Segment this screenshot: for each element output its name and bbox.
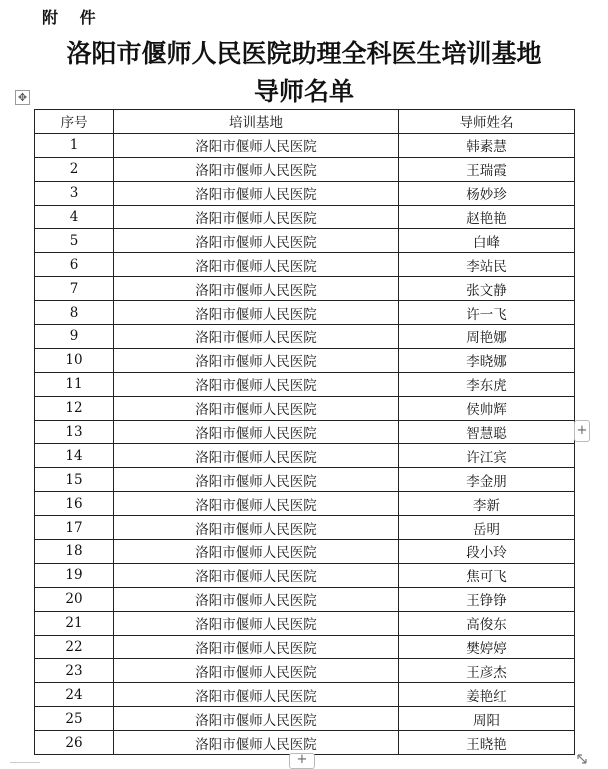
table-row (35, 659, 575, 683)
table-row (35, 420, 575, 444)
cell-tutor: 侯帅辉 (399, 396, 575, 420)
cell-index: 11 (35, 372, 114, 396)
cell-index: 19 (35, 563, 114, 587)
table-row (35, 157, 575, 181)
table-row (35, 540, 575, 564)
cell-index: 8 (35, 301, 114, 325)
table-row (35, 325, 575, 349)
cell-tutor: 许江宾 (399, 444, 575, 468)
cell-tutor: 岳明 (399, 516, 575, 540)
table-row (35, 587, 575, 611)
table-row (35, 444, 575, 468)
table-header-row (35, 110, 575, 134)
cell-base: 洛阳市偃师人民医院 (114, 707, 399, 731)
cell-index: 7 (35, 277, 114, 301)
cell-base: 洛阳市偃师人民医院 (114, 253, 399, 277)
cell-tutor: 王晓艳 (399, 731, 575, 755)
cell-index: 16 (35, 492, 114, 516)
cell-index: 1 (35, 133, 114, 157)
add-column-plus-icon[interactable]: + (574, 420, 590, 442)
cell-tutor: 李新 (399, 492, 575, 516)
table-row (35, 731, 575, 755)
header-index: 序号 (35, 110, 114, 134)
tutor-table (34, 109, 575, 755)
cell-base: 洛阳市偃师人民医院 (114, 444, 399, 468)
cell-index: 13 (35, 420, 114, 444)
table-row (35, 348, 575, 372)
cell-index: 25 (35, 707, 114, 731)
table-row (35, 229, 575, 253)
cell-base: 洛阳市偃师人民医院 (114, 229, 399, 253)
cell-base: 洛阳市偃师人民医院 (114, 492, 399, 516)
table-row (35, 133, 575, 157)
cell-tutor: 王彦杰 (399, 659, 575, 683)
header-base: 培训基地 (114, 110, 399, 134)
cell-tutor: 赵艳艳 (399, 205, 575, 229)
cell-tutor: 李金朋 (399, 468, 575, 492)
table-row (35, 372, 575, 396)
cell-base: 洛阳市偃师人民医院 (114, 181, 399, 205)
table-row (35, 205, 575, 229)
cell-tutor: 高俊东 (399, 611, 575, 635)
cell-base: 洛阳市偃师人民医院 (114, 420, 399, 444)
cell-base: 洛阳市偃师人民医院 (114, 731, 399, 755)
cell-index: 18 (35, 540, 114, 564)
attachment-label: 附 件 (42, 8, 104, 27)
cell-tutor: 姜艳红 (399, 683, 575, 707)
table-row (35, 468, 575, 492)
cell-base: 洛阳市偃师人民医院 (114, 587, 399, 611)
table-row (35, 253, 575, 277)
cell-base: 洛阳市偃师人民医院 (114, 205, 399, 229)
cell-base: 洛阳市偃师人民医院 (114, 563, 399, 587)
cell-base: 洛阳市偃师人民医院 (114, 157, 399, 181)
cell-tutor: 周阳 (399, 707, 575, 731)
cell-base: 洛阳市偃师人民医院 (114, 516, 399, 540)
cell-base: 洛阳市偃师人民医院 (114, 468, 399, 492)
cell-index: 10 (35, 348, 114, 372)
cell-index: 5 (35, 229, 114, 253)
cell-index: 3 (35, 181, 114, 205)
add-row-plus-icon[interactable]: + (289, 753, 315, 769)
table-body (35, 133, 575, 754)
cell-tutor: 李站民 (399, 253, 575, 277)
cell-index: 26 (35, 731, 114, 755)
table-row (35, 396, 575, 420)
cell-base: 洛阳市偃师人民医院 (114, 540, 399, 564)
cell-index: 12 (35, 396, 114, 420)
table-row (35, 683, 575, 707)
cell-base: 洛阳市偃师人民医院 (114, 133, 399, 157)
cell-tutor: 焦可飞 (399, 563, 575, 587)
cell-index: 9 (35, 325, 114, 349)
cell-tutor: 周艳娜 (399, 325, 575, 349)
document-title-line2: 导师名单 (253, 77, 354, 106)
cell-index: 21 (35, 611, 114, 635)
cell-base: 洛阳市偃师人民医院 (114, 325, 399, 349)
cell-base: 洛阳市偃师人民医院 (114, 396, 399, 420)
cell-tutor: 李晓娜 (399, 348, 575, 372)
cell-tutor: 韩素慧 (399, 133, 575, 157)
table-row (35, 277, 575, 301)
cell-base: 洛阳市偃师人民医院 (114, 683, 399, 707)
cell-index: 23 (35, 659, 114, 683)
cell-tutor: 王铮铮 (399, 587, 575, 611)
cell-tutor: 王瑞霞 (399, 157, 575, 181)
cell-index: 20 (35, 587, 114, 611)
cell-index: 24 (35, 683, 114, 707)
table-resize-icon[interactable] (575, 752, 589, 766)
cell-base: 洛阳市偃师人民医院 (114, 348, 399, 372)
cell-index: 15 (35, 468, 114, 492)
cell-base: 洛阳市偃师人民医院 (114, 372, 399, 396)
cell-base: 洛阳市偃师人民医院 (114, 277, 399, 301)
cell-tutor: 杨妙珍 (399, 181, 575, 205)
table-row (35, 516, 575, 540)
cell-base: 洛阳市偃师人民医院 (114, 659, 399, 683)
cell-base: 洛阳市偃师人民医院 (114, 635, 399, 659)
table-row (35, 301, 575, 325)
cell-tutor: 白峰 (399, 229, 575, 253)
cell-index: 22 (35, 635, 114, 659)
table-row (35, 181, 575, 205)
cell-tutor: 李东虎 (399, 372, 575, 396)
cell-base: 洛阳市偃师人民医院 (114, 611, 399, 635)
cell-tutor: 樊婷婷 (399, 635, 575, 659)
bottom-edge (10, 762, 40, 767)
cell-index: 2 (35, 157, 114, 181)
document-title-line1: 洛阳市偃师人民医院助理全科医生培训基地 (66, 39, 542, 68)
cell-index: 14 (35, 444, 114, 468)
cell-index: 4 (35, 205, 114, 229)
table-row (35, 635, 575, 659)
cell-index: 17 (35, 516, 114, 540)
table-row (35, 707, 575, 731)
cell-tutor: 智慧聪 (399, 420, 575, 444)
table-row (35, 611, 575, 635)
table-row (35, 563, 575, 587)
cell-tutor: 张文静 (399, 277, 575, 301)
cell-index: 6 (35, 253, 114, 277)
table-row (35, 492, 575, 516)
cell-base: 洛阳市偃师人民医院 (114, 301, 399, 325)
table-move-icon[interactable]: ✥ (15, 90, 30, 105)
cell-tutor: 段小玲 (399, 540, 575, 564)
header-tutor: 导师姓名 (399, 110, 575, 134)
cell-tutor: 许一飞 (399, 301, 575, 325)
